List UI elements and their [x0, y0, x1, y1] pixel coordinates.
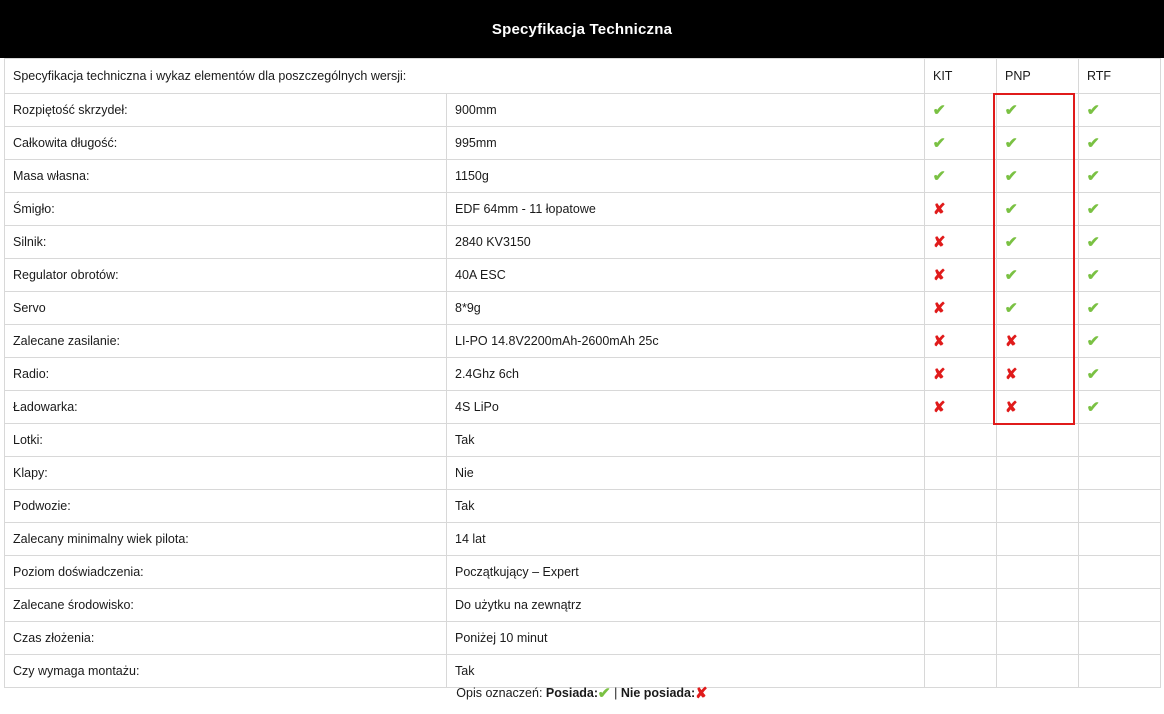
check-icon: ✔: [1086, 200, 1100, 218]
row-value: Początkujący – Expert: [447, 556, 925, 589]
specification-table-body: [5, 59, 1161, 688]
row-mark-kit: [925, 655, 997, 688]
table-row: [5, 589, 1161, 622]
cross-icon: ✘: [933, 299, 946, 317]
row-mark-kit: [925, 622, 997, 655]
row-mark-pnp: [997, 490, 1079, 523]
row-mark-kit: [925, 127, 997, 160]
table-row: [5, 556, 1161, 589]
row-mark-kit: [925, 160, 997, 193]
check-icon: ✔: [1004, 200, 1018, 218]
legend: [0, 686, 1164, 701]
row-mark-rtf: [1079, 358, 1161, 391]
check-icon: ✔: [1004, 167, 1018, 185]
row-mark-pnp: [997, 622, 1079, 655]
row-mark-rtf: [1079, 523, 1161, 556]
check-icon: ✔: [1004, 101, 1018, 119]
row-value: 40A ESC: [447, 259, 925, 292]
row-label: Czas złożenia:: [5, 622, 447, 655]
row-value: 2840 KV3150: [447, 226, 925, 259]
row-mark-pnp: [997, 523, 1079, 556]
check-icon: ✔: [932, 134, 946, 152]
row-value: Tak: [447, 490, 925, 523]
cross-icon: ✘: [933, 365, 946, 383]
row-value: Tak: [447, 424, 925, 457]
row-mark-kit: [925, 556, 997, 589]
row-mark-rtf: [1079, 622, 1161, 655]
cross-icon: ✘: [933, 233, 946, 251]
check-icon: ✔: [1004, 134, 1018, 152]
table-header-row: [5, 59, 1161, 94]
row-mark-pnp: [997, 424, 1079, 457]
row-label: Silnik:: [5, 226, 447, 259]
cross-icon: ✘: [1005, 398, 1018, 416]
table-row: [5, 94, 1161, 127]
table-row: [5, 655, 1161, 688]
column-header-kit: KIT: [925, 59, 997, 94]
row-mark-pnp: [997, 589, 1079, 622]
table-row: [5, 490, 1161, 523]
table-row: [5, 622, 1161, 655]
legend-separator: |: [614, 686, 618, 700]
check-icon: ✔: [1004, 266, 1018, 284]
row-label: Śmigło:: [5, 193, 447, 226]
legend-has-label: Posiada:: [545, 686, 599, 700]
cross-icon: ✘: [1005, 332, 1018, 350]
row-value: EDF 64mm - 11 łopatowe: [447, 193, 925, 226]
cross-icon: ✘: [933, 200, 946, 218]
row-mark-rtf: [1079, 259, 1161, 292]
row-label: Lotki:: [5, 424, 447, 457]
row-value: LI-PO 14.8V2200mAh-2600mAh 25c: [447, 325, 925, 358]
check-icon: ✔: [597, 685, 611, 702]
row-mark-pnp: [997, 226, 1079, 259]
check-icon: ✔: [1086, 167, 1100, 185]
cross-icon: ✘: [695, 685, 708, 702]
row-label: Podwozie:: [5, 490, 447, 523]
table-row: [5, 292, 1161, 325]
check-icon: ✔: [1004, 299, 1018, 317]
table-row: [5, 325, 1161, 358]
row-mark-rtf: [1079, 655, 1161, 688]
check-icon: ✔: [1086, 233, 1100, 251]
check-icon: ✔: [1086, 365, 1100, 383]
row-label: Rozpiętość skrzydeł:: [5, 94, 447, 127]
row-mark-rtf: [1079, 391, 1161, 424]
row-mark-kit: [925, 325, 997, 358]
table-row: [5, 259, 1161, 292]
row-mark-rtf: [1079, 193, 1161, 226]
row-mark-pnp: [997, 655, 1079, 688]
row-value: Do użytku na zewnątrz: [447, 589, 925, 622]
row-label: Masa własna:: [5, 160, 447, 193]
row-mark-pnp: [997, 160, 1079, 193]
row-value: 900mm: [447, 94, 925, 127]
row-mark-kit: [925, 589, 997, 622]
row-mark-kit: [925, 391, 997, 424]
table-row: [5, 424, 1161, 457]
check-icon: ✔: [1086, 266, 1100, 284]
row-mark-rtf: [1079, 556, 1161, 589]
table-row: [5, 457, 1161, 490]
row-mark-kit: [925, 226, 997, 259]
row-mark-rtf: [1079, 589, 1161, 622]
check-icon: ✔: [1086, 332, 1100, 350]
check-icon: ✔: [932, 167, 946, 185]
row-label: Ładowarka:: [5, 391, 447, 424]
row-mark-rtf: [1079, 490, 1161, 523]
row-mark-pnp: [997, 325, 1079, 358]
row-mark-kit: [925, 424, 997, 457]
row-label: Regulator obrotów:: [5, 259, 447, 292]
row-value: 8*9g: [447, 292, 925, 325]
cross-icon: ✘: [933, 266, 946, 284]
legend-prefix: Opis oznaczeń:: [456, 686, 543, 700]
legend-not-has-label: Nie posiada:: [620, 686, 696, 700]
row-mark-kit: [925, 490, 997, 523]
row-mark-pnp: [997, 259, 1079, 292]
row-mark-rtf: [1079, 127, 1161, 160]
check-icon: ✔: [932, 101, 946, 119]
check-icon: ✔: [1004, 233, 1018, 251]
check-icon: ✔: [1086, 101, 1100, 119]
column-header-rtf: RTF: [1079, 59, 1161, 94]
row-label: Czy wymaga montażu:: [5, 655, 447, 688]
page-title: Specyfikacja Techniczna: [491, 20, 673, 38]
row-mark-pnp: [997, 358, 1079, 391]
table-row: [5, 226, 1161, 259]
row-value: 4S LiPo: [447, 391, 925, 424]
row-mark-rtf: [1079, 226, 1161, 259]
row-mark-rtf: [1079, 325, 1161, 358]
row-mark-rtf: [1079, 292, 1161, 325]
row-label: Zalecany minimalny wiek pilota:: [5, 523, 447, 556]
check-icon: ✔: [1086, 398, 1100, 416]
row-mark-pnp: [997, 292, 1079, 325]
row-mark-rtf: [1079, 424, 1161, 457]
row-value: 14 lat: [447, 523, 925, 556]
row-label: Całkowita długość:: [5, 127, 447, 160]
row-mark-kit: [925, 523, 997, 556]
row-mark-pnp: [997, 556, 1079, 589]
row-label: Servo: [5, 292, 447, 325]
row-mark-kit: [925, 292, 997, 325]
cross-icon: ✘: [933, 398, 946, 416]
row-mark-pnp: [997, 127, 1079, 160]
table-row: [5, 160, 1161, 193]
cross-icon: ✘: [1005, 365, 1018, 383]
table-intro-label: Specyfikacja techniczna i wykaz elementów dla poszczególnych wersji:: [5, 59, 925, 94]
table-row: [5, 391, 1161, 424]
row-label: Klapy:: [5, 457, 447, 490]
row-value: 995mm: [447, 127, 925, 160]
row-label: Zalecane środowisko:: [5, 589, 447, 622]
row-mark-kit: [925, 358, 997, 391]
row-label: Radio:: [5, 358, 447, 391]
row-mark-pnp: [997, 94, 1079, 127]
row-mark-pnp: [997, 457, 1079, 490]
row-mark-kit: [925, 457, 997, 490]
cross-icon: ✘: [933, 332, 946, 350]
row-mark-pnp: [997, 193, 1079, 226]
page-title-bar: [0, 0, 1164, 58]
specification-table: [4, 58, 1161, 688]
row-mark-kit: [925, 94, 997, 127]
row-mark-kit: [925, 259, 997, 292]
row-label: Zalecane zasilanie:: [5, 325, 447, 358]
row-value: Poniżej 10 minut: [447, 622, 925, 655]
table-row: [5, 358, 1161, 391]
row-mark-pnp: [997, 391, 1079, 424]
row-value: Nie: [447, 457, 925, 490]
table-row: [5, 127, 1161, 160]
table-row: [5, 193, 1161, 226]
row-mark-rtf: [1079, 457, 1161, 490]
table-row: [5, 523, 1161, 556]
row-mark-rtf: [1079, 94, 1161, 127]
column-header-pnp: PNP: [997, 59, 1079, 94]
check-icon: ✔: [1086, 134, 1100, 152]
row-mark-kit: [925, 193, 997, 226]
row-mark-rtf: [1079, 160, 1161, 193]
row-value: Tak: [447, 655, 925, 688]
row-value: 1150g: [447, 160, 925, 193]
check-icon: ✔: [1086, 299, 1100, 317]
row-value: 2.4Ghz 6ch: [447, 358, 925, 391]
row-label: Poziom doświadczenia:: [5, 556, 447, 589]
